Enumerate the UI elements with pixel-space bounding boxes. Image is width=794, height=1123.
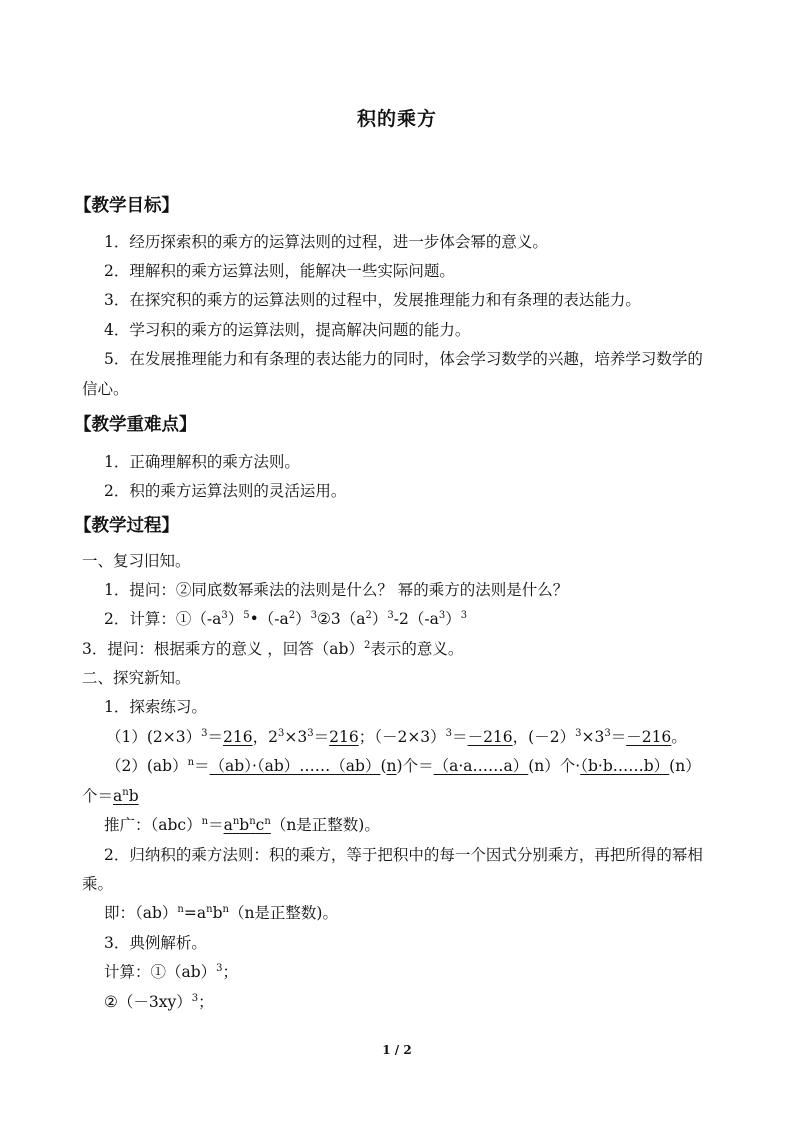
text-segment: c [255,816,265,834]
text-segment: 即：（ab） [104,904,178,922]
process-part-2: 二、探究新知。 [82,669,191,687]
text-segment: ＝ [610,728,627,746]
answer-blank: －216 [467,728,513,746]
text-segment: 表示的意义。 [370,640,464,658]
superscript: n [177,904,184,915]
text-segment: 。 [671,728,687,746]
text-segment: ＝ [207,728,224,746]
answer-blank [224,816,271,834]
exercise-1 [106,727,687,747]
text-segment: ，2 [252,728,278,746]
text-segment: (n） [669,757,701,775]
exercise-2 [106,756,701,776]
text-segment: ＝ [452,728,468,746]
rule-statement-continued: 乘。 [82,875,114,893]
superscript: 3 [604,728,611,739]
example-calc-2 [104,992,214,1012]
answer-blank: 216 [223,728,253,746]
answer-blank: 216 [329,728,359,746]
superscript: 3 [277,728,285,739]
section-heading-objectives: 【教学目标】 [74,196,179,216]
text-segment: 2．计算：①（-a [104,610,222,628]
keypoint-item: 2．积的乘方运算法则的灵活运用。 [104,482,347,500]
text-segment: ②3（a [317,610,366,628]
superscript: 3 [460,610,468,621]
objective-item: 1．经历探索积的乘方的运算法则的过程，进一步体会幂的意义。 [104,233,548,251]
superscript: n [264,816,271,827]
text-segment: ） [295,610,311,628]
superscript: 3 [201,728,208,739]
text-segment: （n是正整数)。 [270,816,380,834]
text-segment: ＝ [194,757,210,775]
superscript: 2 [365,610,372,621]
text-segment: ＝ [208,816,224,834]
text-segment: ( [380,757,387,775]
answer-blank [113,787,139,805]
text-segment: 个＝ [82,787,114,805]
superscript: 3 [445,728,453,739]
text-segment: ×3 [284,728,308,746]
text-segment: (n）个· [528,757,581,775]
explore-heading: 1．探索练习。 [104,698,207,716]
objective-item: 信心。 [82,380,129,398]
exercise-2-continued [82,786,139,806]
text-segment: 计算：①（ab） [104,963,217,981]
text-segment: ×3 [581,728,605,746]
superscript: n [201,816,209,827]
text-segment: ； [198,993,214,1011]
superscript: 3 [216,963,223,974]
text-segment: -2（-a [393,610,439,628]
objective-item: 5．在发展推理能力和有条理的表达能力的同时，体会学习数学的兴趣，培养学习数学的 [104,350,703,368]
answer-blank: （ab）·（ab）……（ab） [209,757,381,775]
answer-blank: （b·b……b） [580,757,670,775]
superscript: n [232,816,240,827]
text-segment: （2）(ab） [106,757,188,775]
text-segment: b [239,816,250,834]
superscript: 3 [221,610,228,621]
text-segment: （1）(2×3） [106,728,202,746]
page-title: 积的乘方 [356,108,437,130]
answer-blank: n [386,757,397,775]
superscript: n [122,787,129,798]
example-heading: 3．典例解析。 [104,934,207,952]
text-segment: ；（－2×3） [358,728,446,746]
review-question-2 [104,609,467,629]
text-segment: 推广：（abc） [104,816,202,834]
superscript: n [187,757,195,768]
generalization [104,815,380,835]
superscript: n [222,904,229,915]
superscript: 3 [575,728,582,739]
text-segment: ） [227,610,244,628]
text-segment: b [128,787,139,805]
text-segment: ； [222,963,239,981]
example-calc-1 [104,962,238,982]
superscript: 2 [288,610,296,621]
text-segment: 3．提问：根据乘方的意义 ，回答（ab） [82,640,364,658]
superscript: 5 [243,610,250,621]
answer-blank: （a·a……a） [433,757,529,775]
rule-statement: 2．归纳积的乘方法则：积的乘方，等于把积中的每一个因式分别乘方，再把所得的幂相 [104,846,703,864]
text-segment: ） [371,610,388,628]
superscript: n [206,904,213,915]
objective-item: 3．在探究积的乘方的运算法则的过程中，发展推理能力和有条理的表达能力。 [104,291,641,309]
review-question-3 [82,639,463,659]
objective-item: 2．理解积的乘方运算法则，能解决一些实际问题。 [104,262,455,280]
superscript: 3 [310,610,317,621]
superscript: 3 [307,728,314,739]
text-segment: （n是正整数)。 [228,904,338,922]
answer-blank: －216 [626,728,672,746]
superscript: 3 [387,610,394,621]
section-heading-process: 【教学过程】 [74,516,179,536]
text-segment: =a [183,904,207,922]
superscript: 3 [191,993,199,1004]
text-segment: b [212,904,223,922]
superscript: n [249,816,256,827]
process-part-1: 一、复习旧知。 [82,552,191,570]
text-segment: ） [445,610,461,628]
keypoint-item: 1．正确理解积的乘方法则。 [104,453,300,471]
page-number: 1 / 2 [382,1043,412,1057]
text-segment: 个＝ [402,757,434,775]
text-segment: ) [396,757,403,775]
superscript: 3 [438,610,446,621]
text-segment: ＝ [313,728,330,746]
text-segment: ，(－2） [512,728,576,746]
rule-formula [104,903,338,923]
text-segment: •（-a [249,610,289,628]
superscript: 2 [363,640,371,651]
objective-item: 4．学习积的乘方的运算法则，提高解决问题的能力。 [104,321,471,339]
text-segment: ②（－3xy） [104,993,192,1011]
text-segment: a [113,787,123,805]
review-question-1: 1．提问：②同底数幂乘法的法则是什么？ 幂的乘方的法则是什么？ [104,581,569,599]
text-segment: a [223,816,233,834]
section-heading-keypoints: 【教学重难点】 [74,415,197,435]
